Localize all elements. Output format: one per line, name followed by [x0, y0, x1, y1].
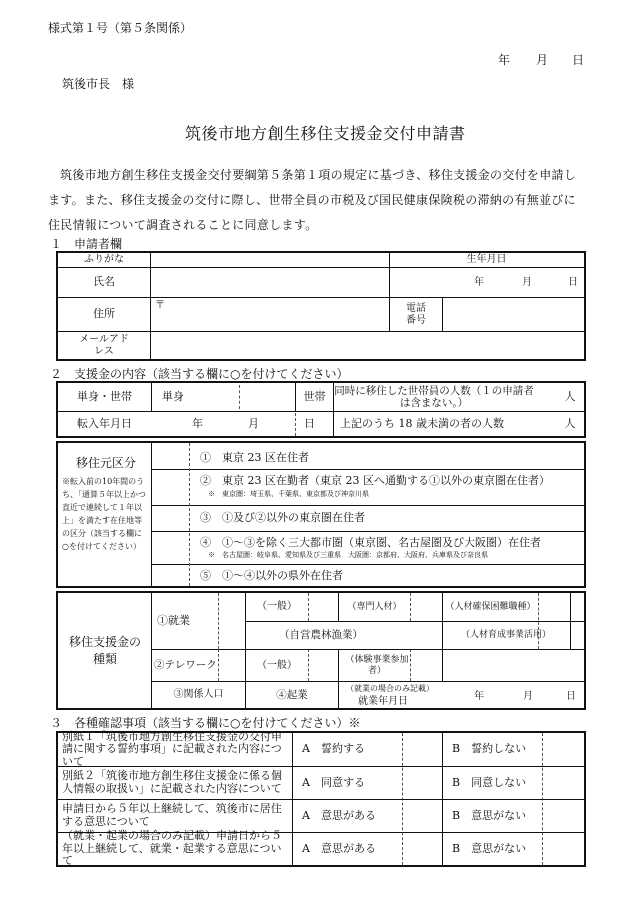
- confirm-row-4-b[interactable]: B 意思がない: [452, 841, 527, 855]
- name-input[interactable]: [151, 268, 389, 297]
- startup-option[interactable]: ④起業: [276, 688, 308, 701]
- specialist-option[interactable]: （専門人材）: [347, 601, 402, 612]
- confirm-row-2-b[interactable]: B 同意しない: [452, 775, 527, 789]
- address-input[interactable]: [151, 298, 389, 331]
- origin-note: ※転入前の10年間のうち、「通算５年以上かつ直近で連続して１年以上」を満たす在住地等の区分（該当する欄に○を付けてください）: [62, 477, 146, 551]
- emp-year: 年: [474, 691, 484, 702]
- setai-option[interactable]: 世帯: [303, 389, 326, 403]
- move-in-date-input[interactable]: [152, 412, 333, 436]
- tanshin-option[interactable]: 単身: [162, 389, 184, 403]
- tanshin-check[interactable]: [240, 383, 295, 411]
- training-option[interactable]: （人材育成事業活用）: [460, 630, 551, 641]
- secured-option[interactable]: （人材確保困難職種）: [445, 601, 536, 612]
- form-number: 様式第１号（第５条関係）: [48, 21, 193, 35]
- origin-option-2-note: ※ 東京圏：埼玉県、千葉県、東京都及び神奈川県: [208, 490, 369, 498]
- confirm-row-3-label: 申請日から５年以上継続して、筑後市に居住する意思について: [62, 802, 282, 828]
- confirmation-table: [56, 731, 586, 867]
- confirm-row-3-b[interactable]: B 意思がない: [452, 808, 527, 822]
- phone-label: 電話番号: [406, 303, 426, 326]
- birth-month: 月: [522, 277, 532, 288]
- confirm-row-2-a[interactable]: A 同意する: [302, 775, 365, 789]
- origin-option-2[interactable]: ② 東京 23 区在勤者（東京 23 区へ通勤する①以外の東京圏在住者）: [200, 474, 550, 487]
- origin-option-3[interactable]: ③ ①及び②以外の東京圏在住者: [200, 511, 365, 524]
- birthdate-label: 生年月日: [466, 254, 507, 266]
- furigana-label: ふりがな: [84, 254, 124, 266]
- emp-month: 月: [523, 691, 533, 702]
- members-label: 同時に移住した世帯員の人数（１の申請者は含まない。）: [334, 384, 534, 409]
- address-label: 住所: [93, 307, 115, 321]
- origin-option-5[interactable]: ⑤ ①～④以外の県外在住者: [200, 569, 343, 582]
- type-title: 移住支援金の種類: [68, 634, 141, 666]
- email-label: メールアドレス: [79, 334, 129, 357]
- birth-day: 日: [568, 277, 578, 288]
- origin-option-4[interactable]: ④ ①～③を除く三大都市圏（東京圏、名古屋圏及び大阪圏）在住者: [200, 536, 541, 549]
- confirm-row-2-label: 別紙２「筑後市地方創生移住支援金に係る個人情報の取扱い」に記載された内容について: [62, 769, 282, 795]
- confirm-row-1-a[interactable]: A 誓約する: [302, 742, 365, 756]
- email-input[interactable]: [151, 332, 584, 359]
- move-in-date-label: 転入年月日: [77, 416, 132, 430]
- members-unit: 人: [564, 389, 576, 403]
- confirm-row-1-b[interactable]: B 誓約しない: [452, 742, 527, 756]
- confirm-row-4-a[interactable]: A 意思がある: [302, 841, 376, 855]
- furigana-input[interactable]: [151, 253, 389, 267]
- confirm-row-4-label: （就業・起業の場合のみ記載）申請日から５年以上継続して、就業・起業する意思について: [62, 829, 282, 868]
- addressee: 筑後市長 様: [62, 77, 135, 91]
- origin-table: [56, 441, 586, 588]
- employment-option[interactable]: ①就業: [157, 613, 190, 627]
- postal-mark: 〒: [155, 300, 165, 311]
- section1-heading: １ 申請者欄: [50, 237, 123, 251]
- origin-option-1[interactable]: ① 東京 23 区在住者: [200, 451, 309, 464]
- origin-title: 移住元区分: [76, 456, 137, 470]
- phone-input[interactable]: [443, 298, 584, 331]
- move-month: 月: [248, 417, 259, 430]
- date-year: 年: [498, 53, 511, 67]
- section2-heading: ２ 支援金の内容（該当する欄に○を付けてください）: [50, 367, 349, 381]
- origin-option-4-note: ※ 名古屋圏：岐阜県、愛知県及び三重県 大阪圏：京都府、大阪府、兵庫県及び奈良県: [208, 551, 488, 559]
- telework-option[interactable]: ②テレワーク: [154, 659, 217, 672]
- confirm-row-1-label: 別紙１「筑後市地方創生移住支援金の交付申請に関する誓約事項」に記載された内容について: [62, 729, 282, 768]
- move-day: 日: [304, 417, 315, 430]
- confirm-row-3-a[interactable]: A 意思がある: [302, 808, 376, 822]
- telework-general-option[interactable]: （一般）: [257, 659, 297, 671]
- emp-day: 日: [566, 691, 576, 702]
- birth-year: 年: [474, 277, 484, 288]
- under18-unit: 人: [564, 416, 576, 430]
- applicant-table: [56, 251, 586, 361]
- intro-paragraph: 筑後市地方創生移住支援金交付要綱第５条第１項の規定に基づき、移住支援金の交付を申請します。また、移住支援金の交付に際し、世帯全員の市税及び国民健康保険税の滞納の有無並びに住民情報について調査されることに同意します。: [48, 168, 577, 232]
- tanshin-setai-label: 単身・世帯: [77, 389, 132, 403]
- support-type-table: [56, 591, 586, 710]
- trial-option[interactable]: （体験事業参加者）: [345, 655, 409, 676]
- name-label: 氏名: [93, 275, 115, 289]
- date-day: 日: [572, 53, 585, 67]
- birthdate-input[interactable]: [390, 268, 584, 297]
- section3-heading: ３ 各種確認事項（該当する欄に○を付けてください）※: [50, 716, 361, 730]
- household-table: [56, 381, 586, 438]
- emp-date-note: （就業の場合のみ記載）: [346, 684, 434, 693]
- under18-label: 上記のうち 18 歳未満の者の人数: [340, 416, 504, 430]
- page-title: 筑後市地方創生移住支援金交付申請書: [185, 124, 466, 143]
- farming-option[interactable]: （自営農林漁業）: [279, 629, 363, 642]
- date-month: 月: [536, 53, 549, 67]
- general-option[interactable]: （一般）: [257, 601, 297, 613]
- emp-date-label: 就業年月日: [358, 696, 408, 707]
- kankei-option[interactable]: ③関係人口: [173, 689, 224, 701]
- move-year: 年: [192, 417, 203, 430]
